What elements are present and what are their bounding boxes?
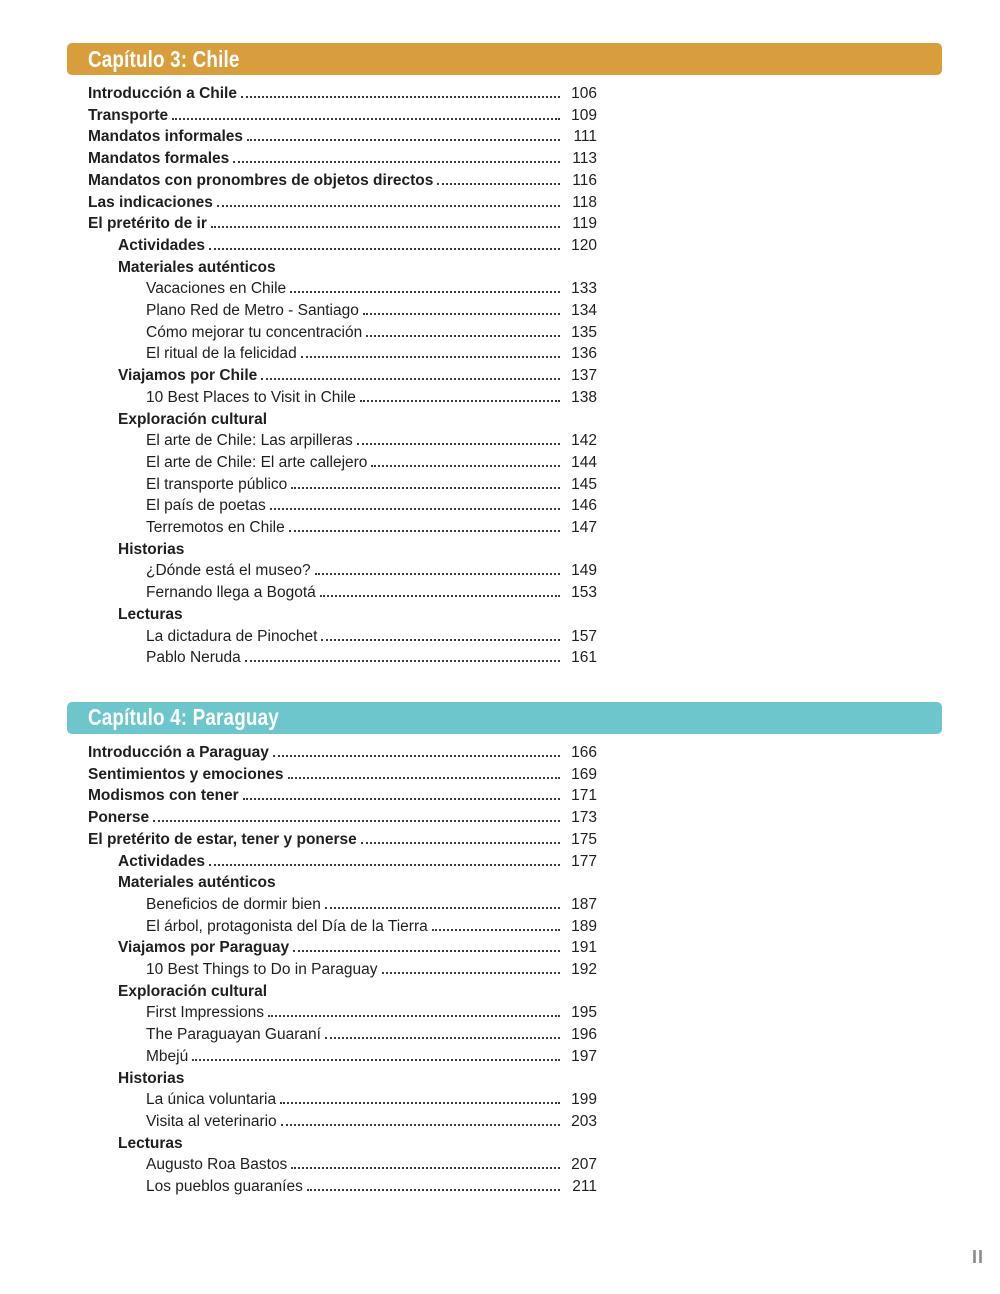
toc-entry [88,148,597,170]
dot-leader [291,1167,560,1169]
toc-entry [88,539,597,561]
toc-entry-label: Transporte [88,106,169,124]
toc-entry-page: 120 [571,236,597,254]
toc-entry [88,894,597,916]
toc-entry-label: Actividades [118,236,206,254]
toc-entry-page: 177 [571,852,597,870]
toc-entry [88,626,597,648]
toc-entry-page: 111 [573,128,597,146]
chapter-bar [67,702,942,734]
toc-entry [88,785,597,807]
toc-entry-label: Beneficios de dormir bien [146,895,321,913]
dot-leader [371,465,560,467]
dot-leader [437,183,560,185]
dot-leader [360,400,560,402]
chapter-title: Capítulo 3: Chile [88,45,240,72]
toc-entry [88,981,597,1003]
toc-entry-page: 195 [571,1004,597,1022]
toc-entry [88,916,597,938]
dot-leader [273,755,560,757]
dot-leader [432,929,560,931]
dot-leader [301,356,560,358]
toc-entry [88,495,597,517]
toc-entry-label: Materiales auténticos [118,874,276,892]
toc-entry [88,300,597,322]
dot-leader [211,226,560,228]
toc-entry [88,1046,597,1068]
toc-entry-label: La única voluntaria [146,1091,277,1109]
toc-entry-label: El pretérito de ir [88,215,207,233]
toc-entry [88,959,597,981]
toc-entry [88,1002,597,1024]
toc-entry [88,170,597,192]
toc-entry-label: Ponerse [88,809,150,827]
toc-entry-page: 153 [571,584,597,602]
toc-entry [88,872,597,894]
toc-entry [88,365,597,387]
dot-leader [153,820,560,822]
toc-entry [88,257,597,279]
toc-entry [88,322,597,344]
toc-entry-page: 116 [572,171,597,189]
toc-entry [88,278,597,300]
dot-leader [315,573,560,575]
toc-entry [88,647,597,669]
dot-leader [209,248,560,250]
toc-entry [88,1133,597,1155]
toc-entry-label: Historias [118,1069,185,1087]
toc-entry-label: El árbol, protagonista del Día de la Tierra [146,917,428,935]
toc-entry-label: Visita al veterinario [146,1112,277,1130]
toc-entry-label: First Impressions [146,1004,264,1022]
dot-leader [307,1189,560,1191]
toc-entry-label: Viajamos por Paraguay [118,939,290,957]
toc-entry [88,764,597,786]
toc-entry [88,517,597,539]
dot-leader [280,1102,560,1104]
toc-entry-page: 142 [571,432,597,450]
dot-leader [361,842,560,844]
dot-leader [288,777,560,779]
dot-leader [281,1124,560,1126]
toc-entry [88,1024,597,1046]
toc-entry-label: Plano Red de Metro - Santiago [146,302,359,320]
toc-entry-label: Actividades [118,852,206,870]
toc-entry-page: 169 [571,765,597,783]
dot-leader [366,335,560,337]
toc-entry-label: 10 Best Places to Visit in Chile [146,388,356,406]
chapter-title: Capítulo 4: Paraguay [88,704,279,731]
toc-entry-page: 157 [571,627,597,645]
toc-entry [88,192,597,214]
dot-leader [320,595,560,597]
toc-entry [88,452,597,474]
toc-entry-page: 189 [571,917,597,935]
toc-entry-label: Materiales auténticos [118,258,276,276]
toc-entry-label: Pablo Neruda [146,649,241,667]
toc-entry-page: 133 [571,280,597,298]
toc-entry-label: Vacaciones en Chile [146,280,287,298]
toc-entry [88,1176,597,1198]
toc-entry-label: El arte de Chile: Las arpilleras [146,432,353,450]
toc-entry [88,126,597,148]
toc-entry [88,807,597,829]
toc-list [88,742,597,1198]
toc-entry [88,343,597,365]
dot-leader [357,443,560,445]
dot-leader [325,1037,560,1039]
toc-entry [88,560,597,582]
toc-entry-page: 197 [571,1047,597,1065]
toc-entry [88,1089,597,1111]
toc-entry [88,1068,597,1090]
dot-leader [290,291,560,293]
toc-entry-label: ¿Dónde está el museo? [146,562,311,580]
toc-entry-label: El ritual de la felicidad [146,345,297,363]
page-number: II [971,1247,984,1267]
toc-entry-label: Lecturas [118,1134,183,1152]
dot-leader [291,487,560,489]
toc-entry-label: Las indicaciones [88,193,213,211]
toc-entry-label: Modismos con tener [88,787,239,805]
toc-entry-label: Mandatos formales [88,150,230,168]
toc-entry-page: 171 [571,787,597,805]
toc-entry-label: Fernando llega a Bogotá [146,584,316,602]
dot-leader [289,530,560,532]
toc-entry-page: 144 [571,453,597,471]
dot-leader [241,96,560,98]
toc-entry-page: 161 [571,649,597,667]
toc-entry-page: 192 [571,961,597,979]
toc-entry-page: 196 [571,1026,597,1044]
toc-entry-page: 118 [572,193,597,211]
toc-entry [88,213,597,235]
toc-entry-page: 113 [572,150,597,168]
chapters-container [0,43,1000,1198]
chapter-bar [67,43,942,75]
dot-leader [247,139,560,141]
dot-leader [217,205,560,207]
toc-entry-label: Viajamos por Chile [118,367,258,385]
toc-entry-page: 166 [571,743,597,761]
toc-entry-page: 106 [571,85,597,102]
dot-leader [382,972,561,974]
dot-leader [209,864,560,866]
toc-entry-label: Sentimientos y emociones [88,765,284,783]
toc-entry-page: 187 [571,895,597,913]
dot-leader [245,660,560,662]
toc-entry-page: 199 [571,1091,597,1109]
toc-entry-label: The Paraguayan Guaraní [146,1026,321,1044]
toc-entry-page: 135 [571,323,597,341]
toc-entry [88,474,597,496]
dot-leader [172,118,560,120]
toc-entry-label: Cómo mejorar tu concentración [146,323,363,341]
toc-entry-label: El país de poetas [146,497,266,515]
toc-entry-label: Introducción a Chile [88,85,237,102]
toc-entry [88,83,597,105]
toc-entry-page: 175 [571,830,597,848]
toc-entry-label: El transporte público [146,475,288,493]
dot-leader [233,161,560,163]
dot-leader [243,798,560,800]
toc-entry [88,604,597,626]
dot-leader [321,639,560,641]
toc-entry [88,937,597,959]
dot-leader [325,907,560,909]
dot-leader [270,508,560,510]
toc-entry-label: Mbejú [146,1047,189,1065]
toc-entry-label: Exploración cultural [118,410,268,428]
toc-entry [88,1111,597,1133]
toc-entry-label: Mandatos informales [88,128,244,146]
toc-entry [88,829,597,851]
toc-entry [88,387,597,409]
dot-leader [293,950,560,952]
toc-entry [88,235,597,257]
toc-entry-page: 149 [571,562,597,580]
toc-entry [88,105,597,127]
toc-entry-page: 207 [571,1156,597,1174]
toc-entry-page: 147 [571,519,597,537]
toc-entry-label: Exploración cultural [118,982,268,1000]
toc-list [88,83,597,669]
toc-entry [88,851,597,873]
toc-entry-label: La dictadura de Pinochet [146,627,318,645]
toc-entry-page: 173 [571,809,597,827]
toc-entry-label: Mandatos con pronombres de objetos directos [88,171,434,189]
toc-entry-page: 137 [571,367,597,385]
toc-entry-label: Terremotos en Chile [146,519,285,537]
toc-entry-label: Historias [118,540,185,558]
toc-entry-page: 203 [571,1112,597,1130]
toc-entry-page: 109 [571,106,597,124]
toc-entry-label: El arte de Chile: El arte callejero [146,453,368,471]
toc-entry [88,1154,597,1176]
toc-entry-page: 138 [571,388,597,406]
toc-entry-label: Introducción a Paraguay [88,743,269,761]
dot-leader [363,313,560,315]
toc-entry-label: Lecturas [118,605,183,623]
toc-entry-label: 10 Best Things to Do in Paraguay [146,961,378,979]
toc-entry [88,409,597,431]
toc-entry [88,742,597,764]
toc-entry-page: 145 [571,475,597,493]
dot-leader [192,1059,560,1061]
toc-entry-page: 146 [571,497,597,515]
toc-entry [88,430,597,452]
toc-entry-page: 136 [571,345,597,363]
dot-leader [261,378,560,380]
toc-entry-label: El pretérito de estar, tener y ponerse [88,830,357,848]
toc-entry [88,582,597,604]
toc-entry-page: 134 [571,302,597,320]
toc-entry-page: 211 [572,1178,597,1196]
toc-entry-label: Augusto Roa Bastos [146,1156,288,1174]
toc-entry-label: Los pueblos guaraníes [146,1178,303,1196]
toc-entry-page: 191 [571,939,597,957]
toc-entry-page: 119 [572,215,597,233]
dot-leader [268,1015,560,1017]
